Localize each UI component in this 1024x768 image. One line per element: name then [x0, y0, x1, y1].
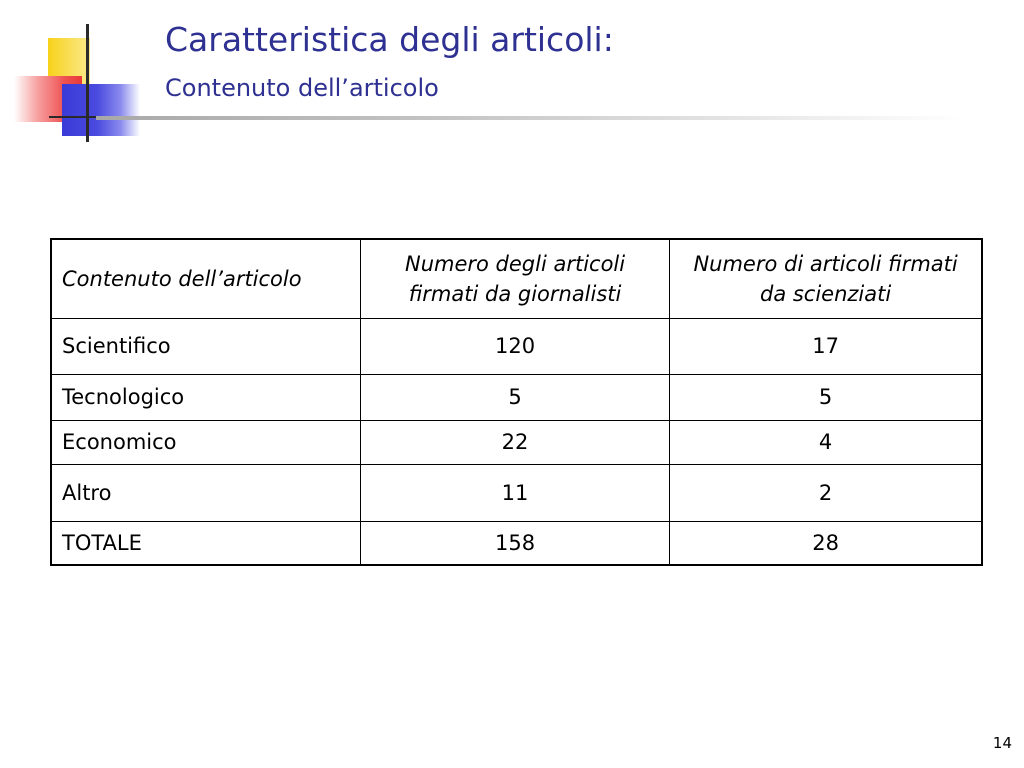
row-scientists-count: 4 — [670, 420, 982, 464]
row-scientists-count: 17 — [670, 318, 982, 374]
row-scientists-count: 2 — [670, 464, 982, 521]
table-row — [51, 464, 982, 521]
total-journalists-count: 158 — [360, 521, 669, 565]
header-journalists: Numero degli articoli firmati da giornalisti — [360, 239, 669, 318]
table-row — [51, 318, 982, 374]
logo-vertical-line — [86, 24, 89, 142]
table-row — [51, 420, 982, 464]
table-total-row — [51, 521, 982, 565]
row-journalists-count: 5 — [360, 374, 669, 420]
table-header-row — [51, 239, 982, 318]
logo-blue-square — [62, 84, 140, 136]
row-category: Tecnologico — [51, 374, 360, 420]
row-journalists-count: 22 — [360, 420, 669, 464]
row-scientists-count: 5 — [670, 374, 982, 420]
decorative-squares-logo — [12, 24, 142, 144]
total-scientists-count: 28 — [670, 521, 982, 565]
title-divider — [96, 116, 964, 120]
table-row — [51, 374, 982, 420]
row-journalists-count: 11 — [360, 464, 669, 521]
slide-title: Caratteristica degli articoli: — [165, 20, 614, 59]
slide-subtitle: Contenuto dell’articolo — [165, 74, 439, 102]
header-category: Contenuto dell’articolo — [51, 239, 360, 318]
row-category: Economico — [51, 420, 360, 464]
page-number: 14 — [992, 734, 1012, 752]
articles-table — [50, 238, 983, 566]
row-category: Scientifico — [51, 318, 360, 374]
row-journalists-count: 120 — [360, 318, 669, 374]
row-category: Altro — [51, 464, 360, 521]
header-scientists: Numero di articoli firmati da scienziati — [670, 239, 982, 318]
total-label: TOTALE — [51, 521, 360, 565]
